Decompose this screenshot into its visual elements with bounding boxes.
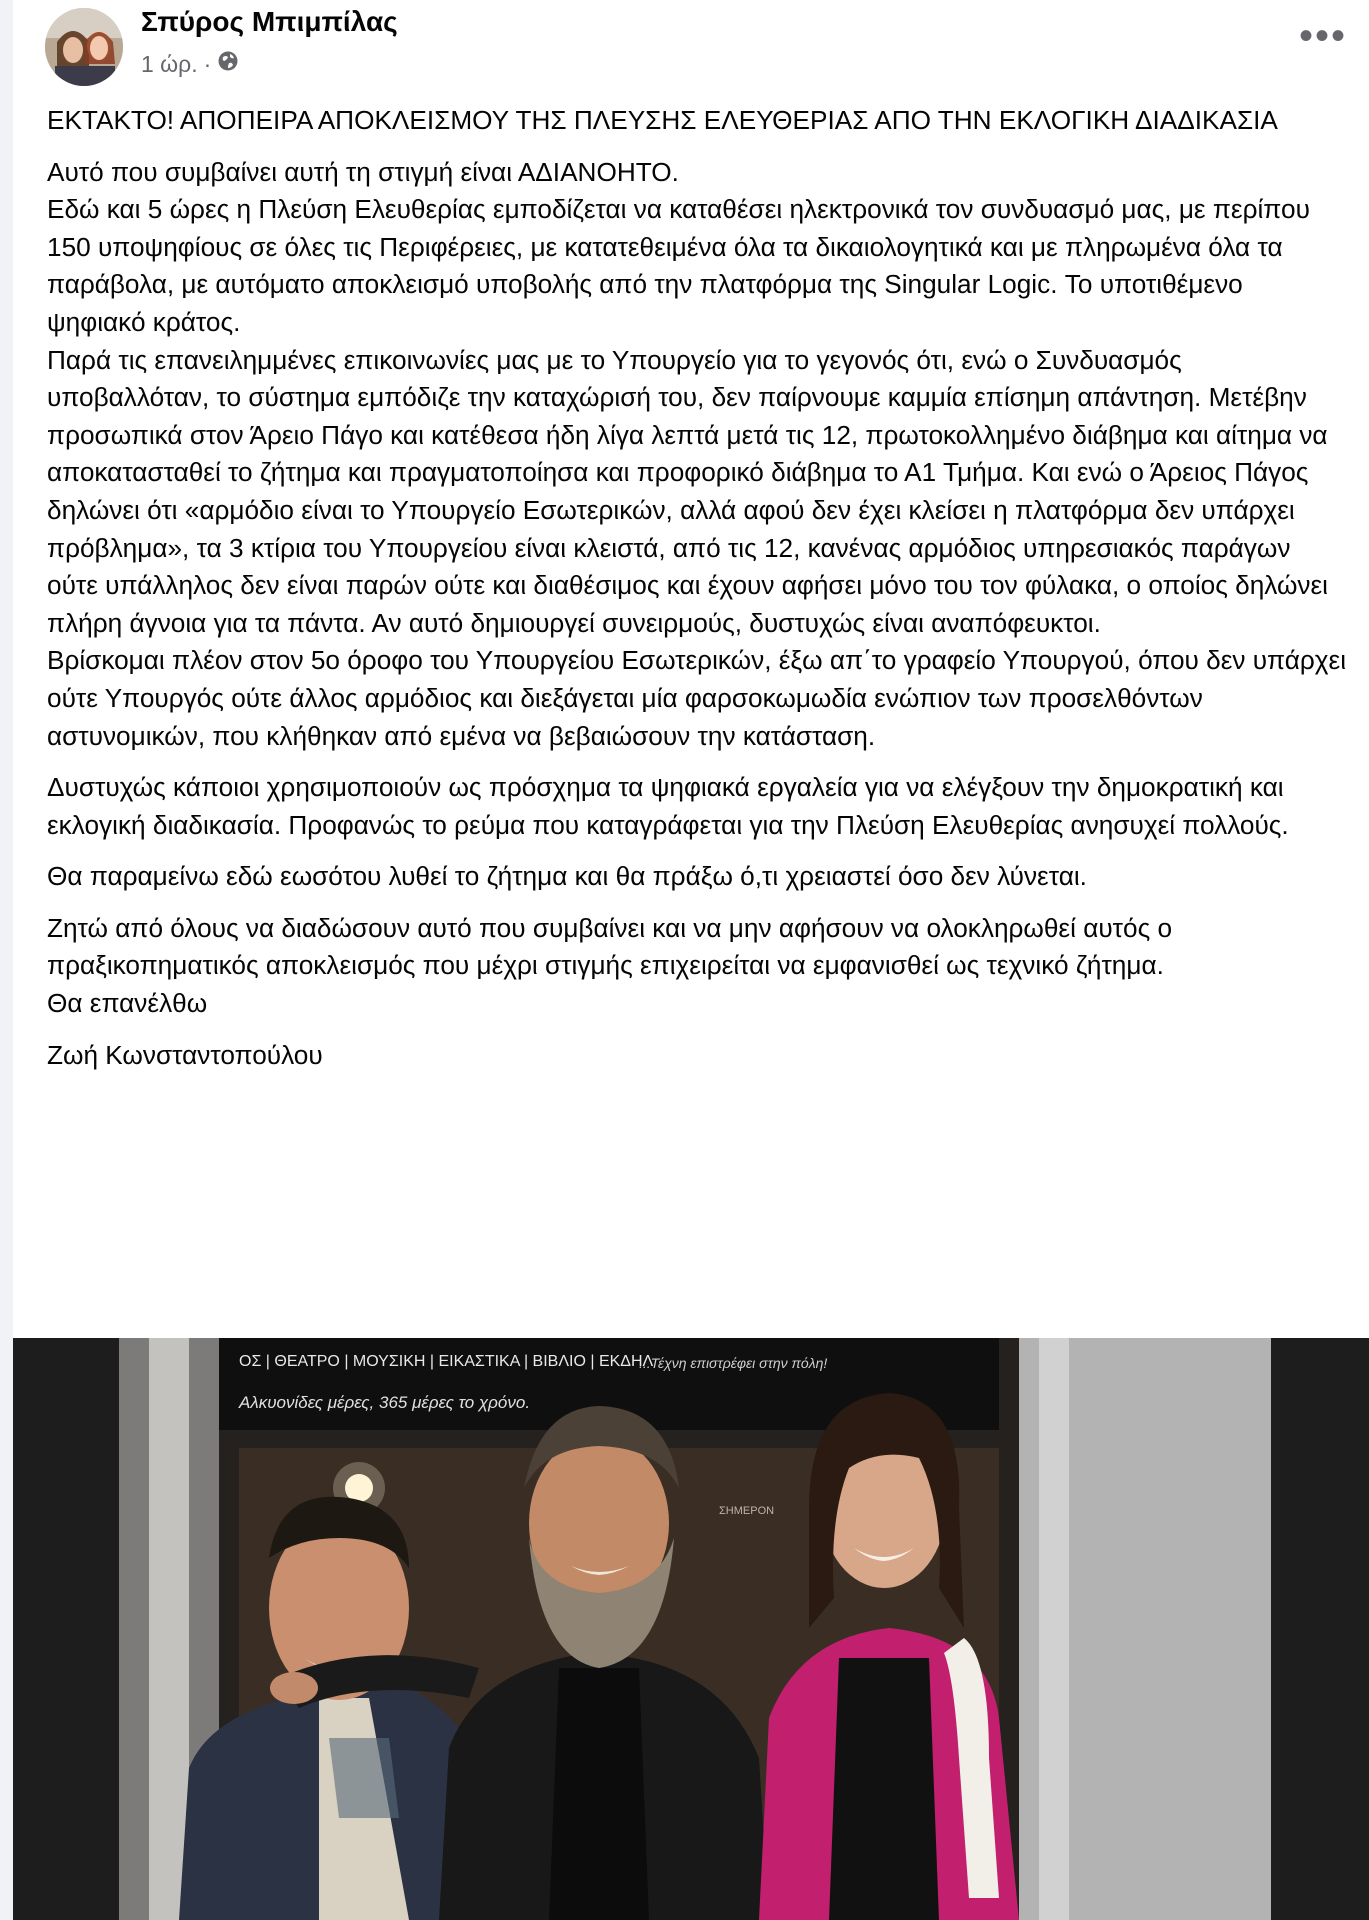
meta-separator: ·	[203, 50, 212, 77]
photo-image	[119, 1338, 1271, 1920]
photo-sign-line-2: Αλκυονίδες μέρες, 365 μέρες το χρόνο.	[239, 1393, 531, 1412]
photo-sign-top-right: ...Τέχνη επιστρέφει στην πόλη!	[639, 1355, 828, 1371]
post-time[interactable]: 1 ώρ.	[141, 50, 198, 77]
post-paragraph-1: Αυτό που συμβαίνει αυτή τη στιγμή είναι ΑΔΙΑΝΟΗΤΟ. Εδώ και 5 ώρες η Πλεύση Ελευθερίας εμποδίζεται να καταθέσει ηλεκτρονικά τον συνδυασμό μας, με περίπου 150 υποψηφίους σε όλες τις Περιφέρειες, με κατατεθειμένα όλα τα δικαιολογητικά και με πληρωμένα όλα τα παράβολα, με αυτόματο αποκλεισμό υποβολής από την πλατφόρμα της Singular Logic. Το υποτιθέμενο ψηφιακό κράτος. Παρά τις επανειλημμένες επικοινωνίες μας με το Υπουργείο για το γεγονός ότι, ενώ ο Συνδυασμός υποβαλλόταν, το σύστημα εμπόδιζε την καταχώρισή του, δεν παίρνουμε καμμία επίσημη απάντηση. Μετέβην προσωπικά στον Άρειο Πάγο και κατέθεσα ήδη λίγα λεπτά μετά τις 12, πρωτοκολλημένο διάβημα και αίτημα να αποκατασταθεί το ζήτημα και πραγματοποίησα και προφορικό διάβημα το Α1 Τμήμα. Και ενώ ο Άρειος Πάγος δηλώνει ότι «αρμόδιο είναι το Υπουργείο Εσωτερικών, αλλά αφού δεν έχει κλείσει η πλατφόρμα δεν υπάρχει πρόβλημα», τα 3 κτίρια του Υπουργείου είναι κλειστά, από τις 12, κανένας αρμόδιος υπηρεσιακός παράγων ούτε υπάλληλος δεν είναι παρών ούτε και διαθέσιμος και έχουν αφήσει μόνο του τον φύλακα, ο οποίος δηλώνει πλήρη άγνοια για τα πάντα. Αν αυτό δημιουργεί συνειρμούς, δυστυχώς είναι αναπόφευκτοι. Βρίσκομαι πλέον στον 5ο όροφο του Υπουργείου Εσωτερικών, έξω απ΄το γραφείο Υπουργού, όπου δεν υπάρχει ούτε Υπουργός ούτε άλλος αρμόδιος και διεξάγεται μία φαρσοκωμωδία ενώπιον των προσελθόντων αστυνομικών, που κλήθηκαν από εμένα να βεβαιώσουν την κατάσταση.	[47, 156, 1347, 751]
more-horizontal-icon[interactable]: •••	[1298, 14, 1347, 58]
avatar-photo	[45, 8, 123, 86]
photo-door-sign: ΣΗΜΕΡΟΝ	[719, 1505, 775, 1517]
post-header	[13, 0, 1369, 92]
post-paragraph-3: Θα παραμείνω εδώ εωσότου λυθεί το ζήτημα και θα πράξω ό,τι χρειαστεί όσο δεν λύνεται.	[47, 861, 1087, 892]
post-signature: Ζωή Κωνσταντοπούλου	[47, 1039, 323, 1070]
photo-letterbox-left	[13, 1338, 119, 1920]
post-title: ΕΚΤΑΚΤΟ! ΑΠΟΠΕΙΡΑ ΑΠΟΚΛΕΙΣΜΟΥ ΤΗΣ ΠΛΕΥΣΗΣ ΕΛΕΥΘΕΡΙΑΣ ΑΠΟ ΤΗΝ ΕΚΛΟΓΙΚΗ ΔΙΑΔΙΚΑΣΙΑ	[47, 105, 1278, 135]
photo-letterbox-right	[1271, 1338, 1369, 1920]
post-paragraph-4: Ζητώ από όλους να διαδώσουν αυτό που συμβαίνει και να μην αφήσουν να ολοκληρωθεί αυτός ο πραξικοπηματικός αποκλεισμός που μέχρι στιγμής επιχειρείται να εμφανισθεί ως τεχνικό ζήτημα. Θα επανέλθω	[47, 912, 1173, 1019]
photo-scene	[119, 1338, 1271, 1920]
author-name[interactable]: Σπύρος Μπιμπίλας	[141, 6, 398, 37]
post-meta	[141, 50, 239, 78]
photo-sign-line-1: ΟΣ | ΘΕΑΤΡΟ | ΜΟΥΣΙΚΗ | ΕΙΚΑΣΤΙΚΑ | ΒΙΒΛΙΟ | ΕΚΔΗΛ	[239, 1353, 654, 1370]
globe-icon	[217, 50, 239, 78]
author-avatar[interactable]	[45, 8, 123, 86]
facebook-post-card	[13, 0, 1369, 1920]
post-body	[47, 102, 1347, 1088]
post-paragraph-2: Δυστυχώς κάποιοι χρησιμοποιούν ως πρόσχημα τα ψηφιακά εργαλεία για να ελέγξουν την δημοκρατική και εκλογική διαδικασία. Προφανώς το ρεύμα που καταγράφεται για την Πλεύση Ελευθερίας ανησυχεί πολλούς.	[47, 772, 1289, 840]
post-photo[interactable]	[13, 1338, 1369, 1920]
